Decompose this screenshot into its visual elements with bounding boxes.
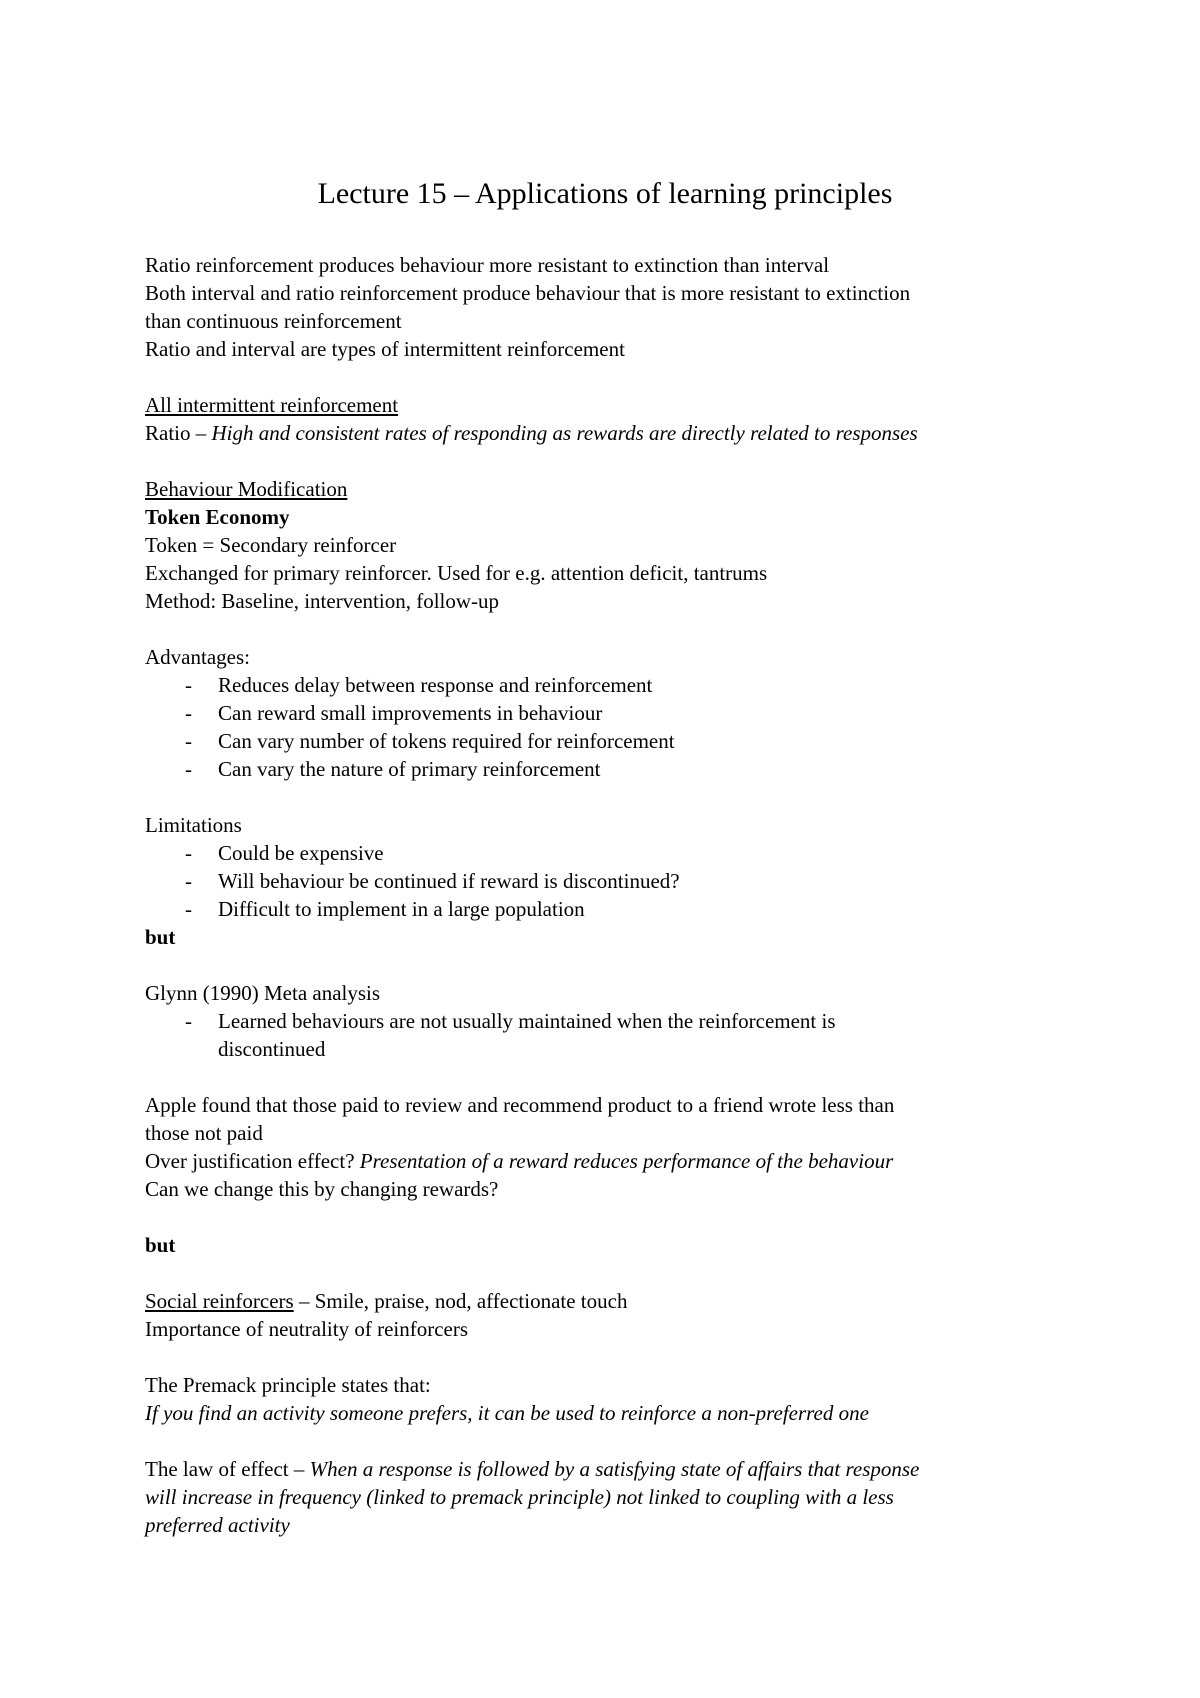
glynn-item-continued: discontinued (218, 1037, 326, 1061)
but-line: but (145, 925, 176, 949)
limitation-item (145, 867, 1065, 895)
spacer (145, 1427, 1065, 1455)
premack-line-1: The Premack principle states that: (145, 1373, 431, 1397)
intermittent-ratio-line (145, 419, 1065, 447)
but-line-2: but (145, 1233, 176, 1257)
bullet-dash: - (185, 869, 192, 893)
spacer (145, 447, 1065, 475)
glynn-item (145, 1007, 1065, 1035)
limitation-text: Will behaviour be continued if reward is discontinued? (218, 869, 680, 893)
spacer (145, 1063, 1065, 1091)
spacer (145, 363, 1065, 391)
limitation-item (145, 839, 1065, 867)
apple-line-1: Apple found that those paid to review and recommend product to a friend wrote less than (145, 1093, 895, 1117)
exchanged-line: Exchanged for primary reinforcer. Used for e.g. attention deficit, tantrums (145, 561, 768, 585)
intermittent-heading: All intermittent reinforcement (145, 393, 399, 417)
social-reinforcers-line (145, 1287, 1065, 1315)
advantage-item (145, 755, 1065, 783)
social-reinforcers-heading: Social reinforcers (145, 1289, 294, 1313)
bullet-dash: - (185, 701, 192, 725)
spacer (145, 1203, 1065, 1231)
bullet-dash: - (185, 841, 192, 865)
change-rewards-line: Can we change this by changing rewards? (145, 1177, 499, 1201)
document-body (145, 251, 1065, 1539)
token-line: Token = Secondary reinforcer (145, 533, 397, 557)
bullet-dash: - (185, 897, 192, 921)
limitation-text: Could be expensive (218, 841, 384, 865)
bullet-dash: - (185, 757, 192, 781)
glynn-text: Learned behaviours are not usually maintained when the reinforcement is (218, 1009, 836, 1033)
spacer (145, 1343, 1065, 1371)
limitation-text: Difficult to implement in a large population (218, 897, 585, 921)
bullet-dash: - (185, 673, 192, 697)
token-economy-heading: Token Economy (145, 505, 290, 529)
law-of-effect-line-3: preferred activity (145, 1513, 290, 1537)
intro-line-2: Both interval and ratio reinforcement produce behaviour that is more resistant to extinction (145, 281, 911, 305)
ratio-label: Ratio – (145, 421, 212, 445)
spacer (145, 1259, 1065, 1287)
social-reinforcers-text: – Smile, praise, nod, affectionate touch (293, 1289, 628, 1313)
advantage-text: Can vary number of tokens required for reinforcement (218, 729, 675, 753)
advantage-item (145, 699, 1065, 727)
intro-line-3: than continuous reinforcement (145, 309, 402, 333)
neutrality-line: Importance of neutrality of reinforcers (145, 1317, 469, 1341)
intro-line-4: Ratio and interval are types of intermittent reinforcement (145, 337, 625, 361)
bullet-dash: - (185, 1009, 192, 1033)
glynn-heading: Glynn (1990) Meta analysis (145, 981, 381, 1005)
spacer (145, 615, 1065, 643)
method-line: Method: Baseline, intervention, follow-up (145, 589, 500, 613)
overjustification-definition: Presentation of a reward reduces performance of the behaviour (359, 1149, 894, 1173)
bullet-dash: - (185, 729, 192, 753)
advantage-item (145, 727, 1065, 755)
advantage-text: Can vary the nature of primary reinforcement (218, 757, 601, 781)
advantage-text: Reduces delay between response and reinforcement (218, 673, 653, 697)
advantage-text: Can reward small improvements in behaviour (218, 701, 603, 725)
spacer (145, 951, 1065, 979)
limitation-item (145, 895, 1065, 923)
law-of-effect-definition: When a response is followed by a satisfying state of affairs that response (309, 1457, 920, 1481)
overjustification-label: Over justification effect? (145, 1149, 360, 1173)
limitations-heading: Limitations (145, 813, 242, 837)
apple-line-2: those not paid (145, 1121, 263, 1145)
intro-line-1: Ratio reinforcement produces behaviour more resistant to extinction than interval (145, 253, 830, 277)
ratio-definition: High and consistent rates of responding as rewards are directly related to responses (211, 421, 918, 445)
law-of-effect-label: The law of effect – (145, 1457, 310, 1481)
page-title: Lecture 15 – Applications of learning principles (317, 177, 893, 210)
modification-heading: Behaviour Modification (145, 477, 348, 501)
premack-definition: If you find an activity someone prefers, it can be used to reinforce a non-preferred one (145, 1401, 869, 1425)
advantages-heading: Advantages: (145, 645, 250, 669)
spacer (145, 783, 1065, 811)
law-of-effect-line-2: will increase in frequency (linked to premack principle) not linked to coupling with a less (145, 1485, 894, 1509)
advantage-item (145, 671, 1065, 699)
law-of-effect-line-1 (145, 1455, 1065, 1483)
overjustification-line (145, 1147, 1065, 1175)
